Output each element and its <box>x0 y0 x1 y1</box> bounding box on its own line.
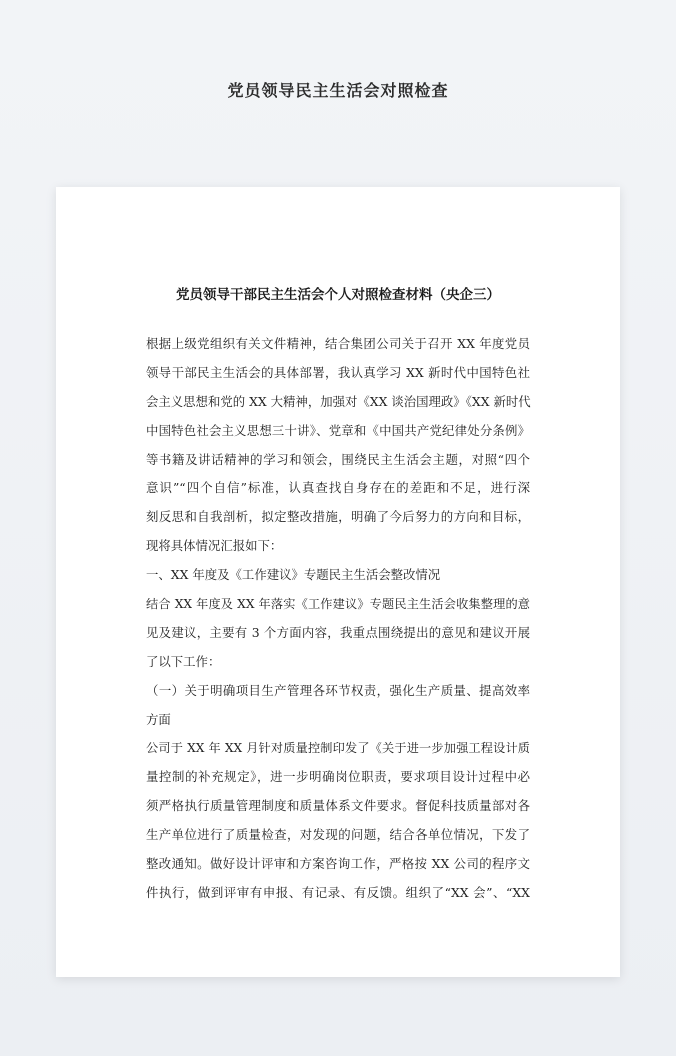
body-line: 量控制的补充规定》，进一步明确岗位职责，要求项目设计过程中必 <box>146 769 530 785</box>
document-page <box>56 187 620 977</box>
subsection-heading: （一）关于明确项目生产管理各环节权责，强化生产质量、提高效率 <box>146 682 530 698</box>
banner-title: 党员领导民主生活会对照检查 <box>227 81 449 100</box>
body-line: 件执行，做到评审有申报、有记录、有反馈。组织了“XX 会”、“XX <box>146 884 530 900</box>
body-line: 会主义思想和党的 XX 大精神，加强对《XX 谈治国理政》《XX 新时代 <box>146 393 531 409</box>
body-line: 中国特色社会主义思想三十讲》、党章和《中国共产党纪律处分条例》 <box>146 422 530 438</box>
document-body <box>146 330 530 908</box>
body-line: 见及建议，主要有 3 个方面内容，我重点围绕提出的意见和建议开展 <box>146 624 530 640</box>
document-title: 党员领导干部民主生活会个人对照检查材料（央企三） <box>176 287 500 303</box>
body-line: 公司于 XX 年 XX 月针对质量控制印发了《关于进一步加强工程设计质 <box>146 741 530 756</box>
body-line: 刻反思和自我剖析，拟定整改措施，明确了今后努力的方向和目标， <box>146 509 530 525</box>
body-line: 整改通知。做好设计评审和方案咨询工作，严格按 XX 公司的程序文 <box>146 856 530 872</box>
body-line: 结合 XX 年度及 XX 年落实《工作建议》专题民主生活会收集整理的意 <box>146 597 530 612</box>
body-line: 领导干部民主生活会的具体部署，我认真学习 XX 新时代中国特色社 <box>146 364 530 380</box>
body-line: 意识”“四个自信”标准，认真查找自身存在的差距和不足，进行深 <box>146 480 530 496</box>
body-line: 生产单位进行了质量检查，对发现的问题，结合各单位情况，下发了 <box>146 827 530 843</box>
body-line: 了以下工作： <box>146 653 221 669</box>
body-line: 须严格执行质量管理制度和质量体系文件要求。督促科技质量部对各 <box>146 798 530 814</box>
subsection-heading: 方面 <box>146 711 171 727</box>
banner-subtitle <box>0 120 676 154</box>
body-line: 根据上级党组织有关文件精神，结合集团公司关于召开 XX 年度党员 <box>146 336 530 351</box>
section-heading: 一、XX 年度及《工作建议》专题民主生活会整改情况 <box>146 567 441 583</box>
body-line: 现将具体情况汇报如下： <box>146 538 283 554</box>
body-line: 等书籍及讲话精神的学习和领会，围绕民主生活会主题，对照“四个 <box>146 451 530 467</box>
